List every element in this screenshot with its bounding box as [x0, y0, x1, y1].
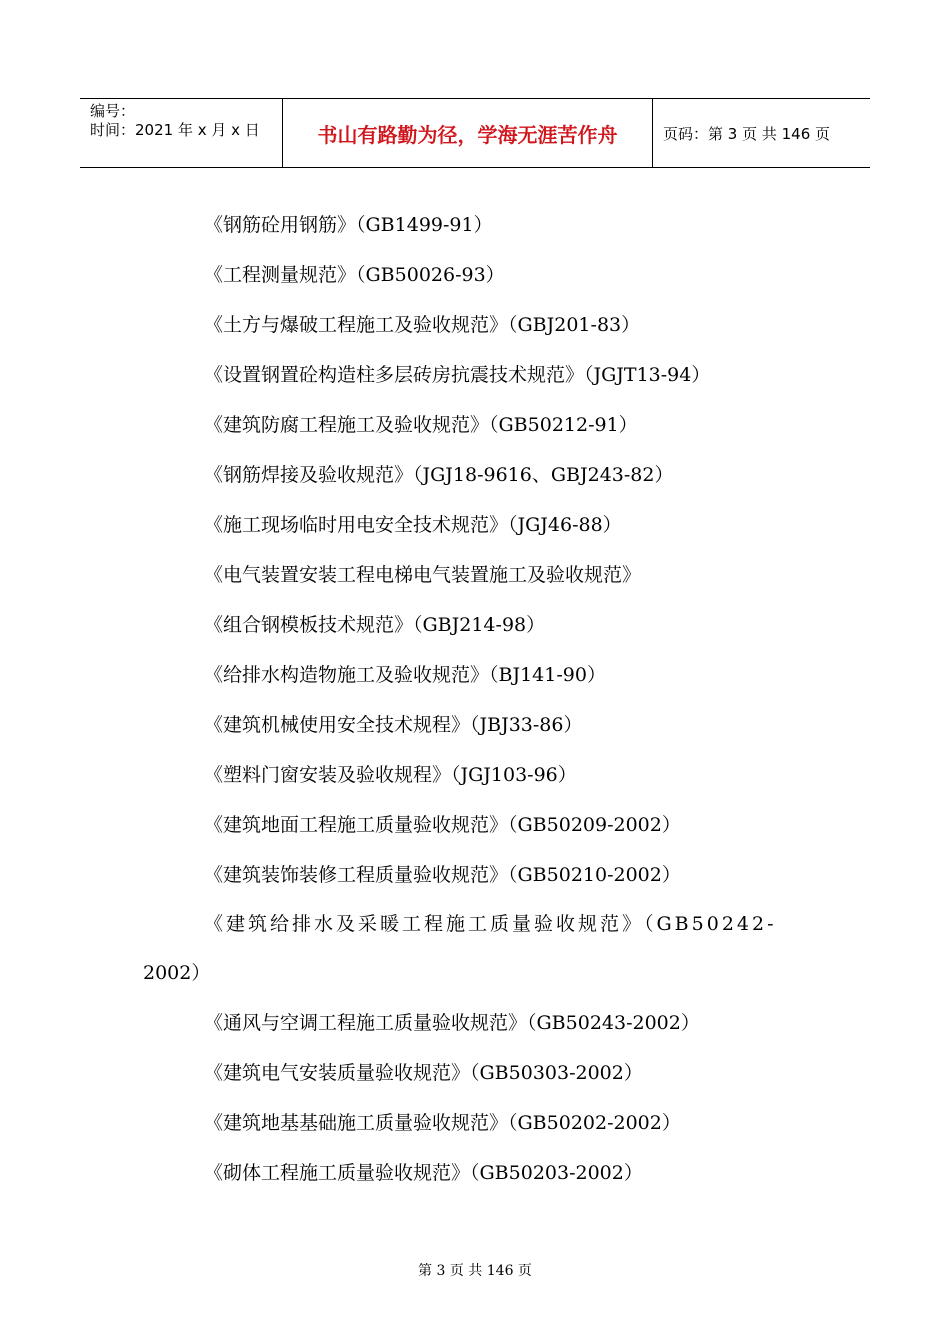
- reference-item: 《施工现场临时用电安全技术规范》（JGJ46-88）: [204, 514, 622, 536]
- reference-item: 《塑料门窗安装及验收规程》（JGJ103-96）: [204, 764, 577, 786]
- reference-item: 《组合钢模板技术规范》（GBJ214-98）: [204, 614, 546, 636]
- reference-item: 《电气装置安装工程电梯电气装置施工及验收规范》: [204, 564, 642, 586]
- reference-item: 《钢筋砼用钢筋》（GB1499-91）: [204, 214, 493, 236]
- reference-item: 《钢筋焊接及验收规范》（JGJ18-9616、GBJ243-82）: [204, 464, 674, 486]
- reference-item: 《建筑防腐工程施工及验收规范》（GB50212-91）: [204, 414, 638, 436]
- header-page-info: 页码：第 3 页 共 146 页: [663, 125, 831, 143]
- reference-item: 《建筑地基基础施工质量验收规范》（GB50202-2002）: [204, 1112, 681, 1134]
- reference-item: 《建筑机械使用安全技术规程》（JBJ33-86）: [204, 714, 583, 736]
- reference-item: 《建筑电气安装质量验收规范》（GB50303-2002）: [204, 1062, 643, 1084]
- reference-item-continuation: 2002）: [143, 962, 211, 984]
- reference-item: 《工程测量规范》（GB50026-93）: [204, 264, 505, 286]
- reference-item: 《通风与空调工程施工质量验收规范》（GB50243-2002）: [204, 1012, 700, 1034]
- reference-item: 《砌体工程施工质量验收规范》（GB50203-2002）: [204, 1162, 643, 1184]
- reference-item: 《设置钢置砼构造柱多层砖房抗震技术规范》（JGJT13-94）: [204, 364, 711, 386]
- reference-item: 《建筑地面工程施工质量验收规范》（GB50209-2002）: [204, 814, 681, 836]
- reference-item: 《建筑给排水及采暖工程施工质量验收规范》（GB50242-: [204, 913, 777, 935]
- document-number-label: 编号：: [90, 102, 136, 120]
- reference-item: 《给排水构造物施工及验收规范》（BJ141-90）: [204, 664, 606, 686]
- page-footer: 第 3 页 共 146 页: [418, 1263, 532, 1279]
- reference-item: 《土方与爆破工程施工及验收规范》（GBJ201-83）: [204, 314, 641, 336]
- reference-item: 《建筑装饰装修工程质量验收规范》（GB50210-2002）: [204, 864, 681, 886]
- header-slogan: 书山有路勤为径，学海无涯苦作舟: [317, 123, 618, 147]
- document-date-label: 时间：2021 年 x 月 x 日: [90, 121, 260, 139]
